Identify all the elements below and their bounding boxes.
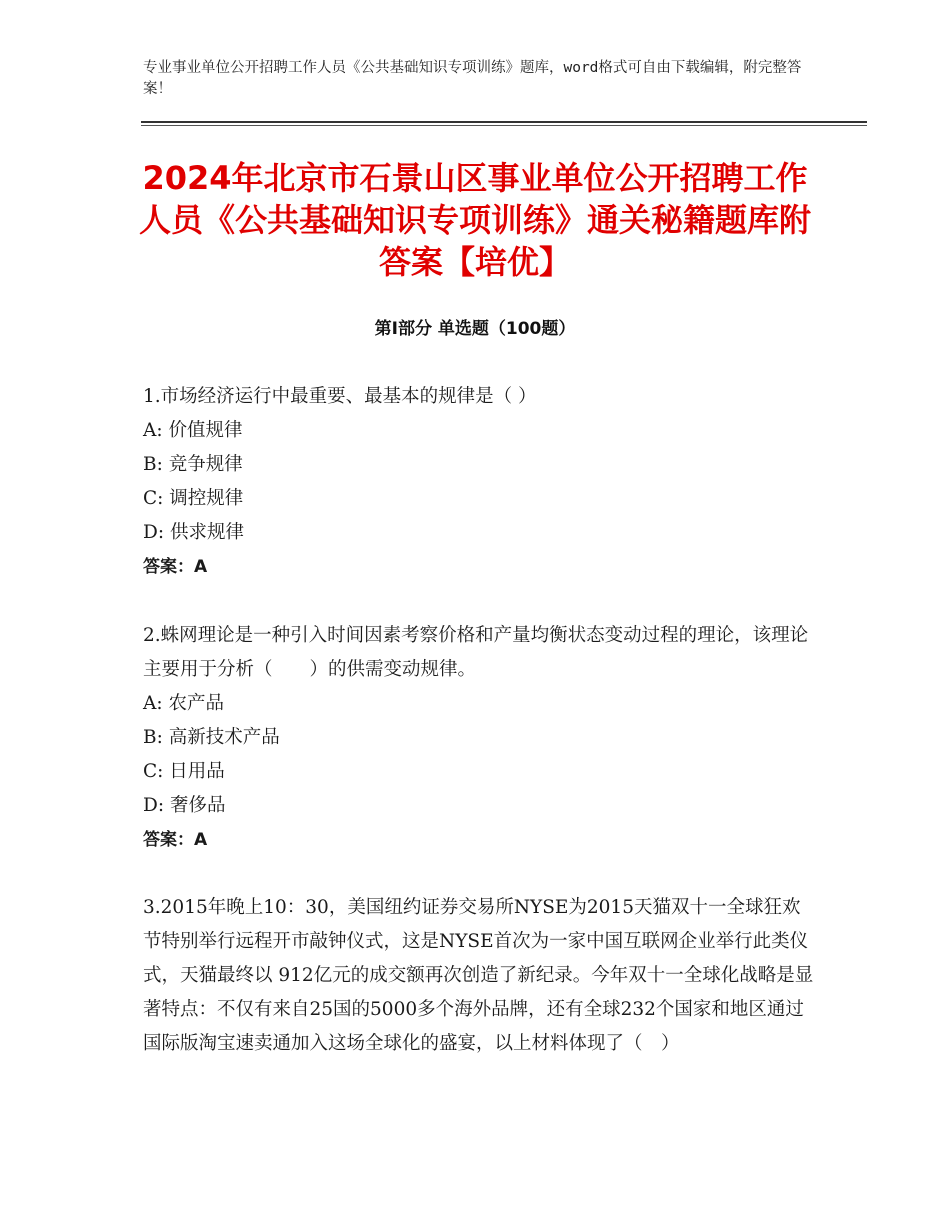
option-c: C: 调控规律 xyxy=(143,488,244,509)
question-1 xyxy=(143,380,818,584)
question-stem: 3.2015年晚上10：30，美国纽约证券交易所NYSE为2015天猫双十一全球狂欢节特别举行远程开市敲钟仪式，这是NYSE首次为一家中国互联网企业举行此类仪式，天猫最终以 912亿元的成交额再次创造了新纪录。今年双十一全球化战略是显著特点：不仅有来自25国的5000多个海外品牌，还有全球232个国家和地区通过国际版淘宝速卖通加入这场全球化的盛宴，以上材料体现了（ ） xyxy=(143,897,814,1054)
page-title: 2024年北京市石景山区事业单位公开招聘工作人员《公共基础知识专项训练》通关秘籍题库附答案【培优】 xyxy=(138,159,811,281)
option-d: D: 奢侈品 xyxy=(143,795,226,816)
question-2 xyxy=(143,619,818,857)
question-stem: 2.蛛网理论是一种引入时间因素考察价格和产量均衡状态变动过程的理论，该理论主要用于分析（ ）的供需变动规律。 xyxy=(143,625,809,680)
option-d: D: 供求规律 xyxy=(143,522,244,543)
question-3 xyxy=(143,891,818,1061)
header-rule-thin xyxy=(141,125,867,126)
option-b: B: 高新技术产品 xyxy=(143,727,280,748)
section-title: 第I部分 单选题（100题） xyxy=(374,319,576,339)
header-rule-thick xyxy=(141,121,867,123)
answer: 答案：A xyxy=(143,830,208,850)
option-a: A: 农产品 xyxy=(143,693,224,714)
option-b: B: 竞争规律 xyxy=(143,454,243,475)
header-note: 专业事业单位公开招聘工作人员《公共基础知识专项训练》题库，word格式可自由下载编辑，附完整答案！ xyxy=(143,60,802,97)
question-stem: 1.市场经济运行中最重要、最基本的规律是（ ） xyxy=(143,386,537,407)
option-c: C: 日用品 xyxy=(143,761,225,782)
option-a: A: 价值规律 xyxy=(143,420,243,441)
answer: 答案：A xyxy=(143,557,208,577)
